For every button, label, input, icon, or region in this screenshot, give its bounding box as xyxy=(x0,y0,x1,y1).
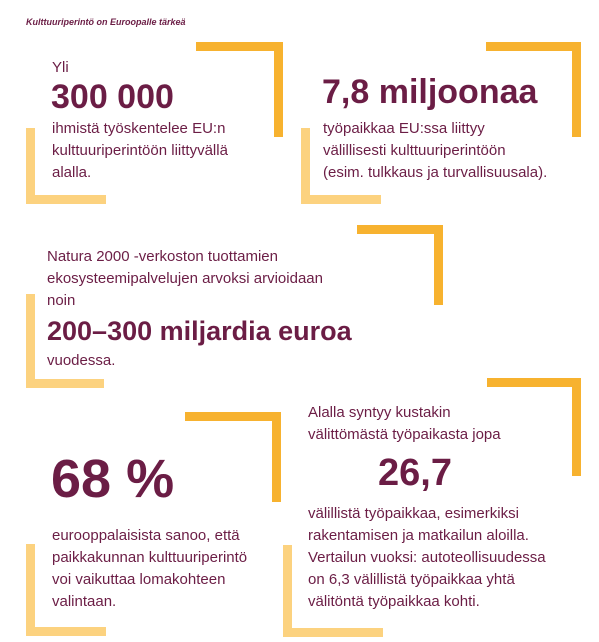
workers-figure: 300 000 xyxy=(51,78,174,116)
indirect-line-5: välitöntä työpaikkaa kohti. xyxy=(308,593,480,610)
natura-intro-line-3: noin xyxy=(47,292,76,309)
indirect-intro-line-2: välittömästä työpaikasta jopa xyxy=(308,426,501,443)
percent-line-1: eurooppalaisista sanoo, että xyxy=(52,527,240,544)
jobs-line-1: työpaikkaa EU:ssa liittyy xyxy=(323,120,485,137)
natura-after: vuodessa. xyxy=(47,352,116,369)
percent-line-2: paikkakunnan kulttuuriperintö xyxy=(52,549,248,566)
natura-intro-line-2: ekosysteemipalvelujen arvoksi arvioidaan xyxy=(47,270,323,287)
indirect-figure: 26,7 xyxy=(378,452,452,494)
workers-line-1: ihmistä työskentelee EU:n xyxy=(52,120,226,137)
indirect-line-4: on 6,3 välillistä työpaikkaa yhtä xyxy=(308,571,515,588)
indirect-line-3: Vertailun vuoksi: autoteollisuudessa xyxy=(308,549,546,566)
indirect-line-1: välillistä työpaikkaa, esimerkiksi xyxy=(308,505,519,522)
percent-line-4: valintaan. xyxy=(52,593,117,610)
page-title: Kulttuuriperintö on Euroopalle tärkeä xyxy=(26,17,186,27)
workers-intro: Yli xyxy=(52,59,69,76)
corner-bracket-top-right xyxy=(185,412,281,502)
natura-intro-line-1: Natura 2000 -verkoston tuottamien xyxy=(47,248,278,265)
jobs-figure: 7,8 miljoonaa xyxy=(322,73,538,111)
indirect-intro-line-1: Alalla syntyy kustakin xyxy=(308,404,451,421)
jobs-line-3: (esim. tulkkaus ja turvallisuusala). xyxy=(323,164,548,181)
indirect-line-2: rakentamisen ja matkailun aloilla. xyxy=(308,527,529,544)
corner-bracket-top-right xyxy=(357,225,443,305)
workers-line-2: kulttuuriperintöön liittyvällä xyxy=(52,142,228,159)
jobs-line-2: välillisesti kulttuuriperintöön xyxy=(323,142,506,159)
workers-line-3: alalla. xyxy=(52,164,92,181)
percent-line-3: voi vaikuttaa lomakohteen xyxy=(52,571,226,588)
natura-figure: 200–300 miljardia euroa xyxy=(47,316,352,346)
corner-bracket-top-right xyxy=(487,378,581,476)
percent-figure: 68 % xyxy=(51,449,175,509)
